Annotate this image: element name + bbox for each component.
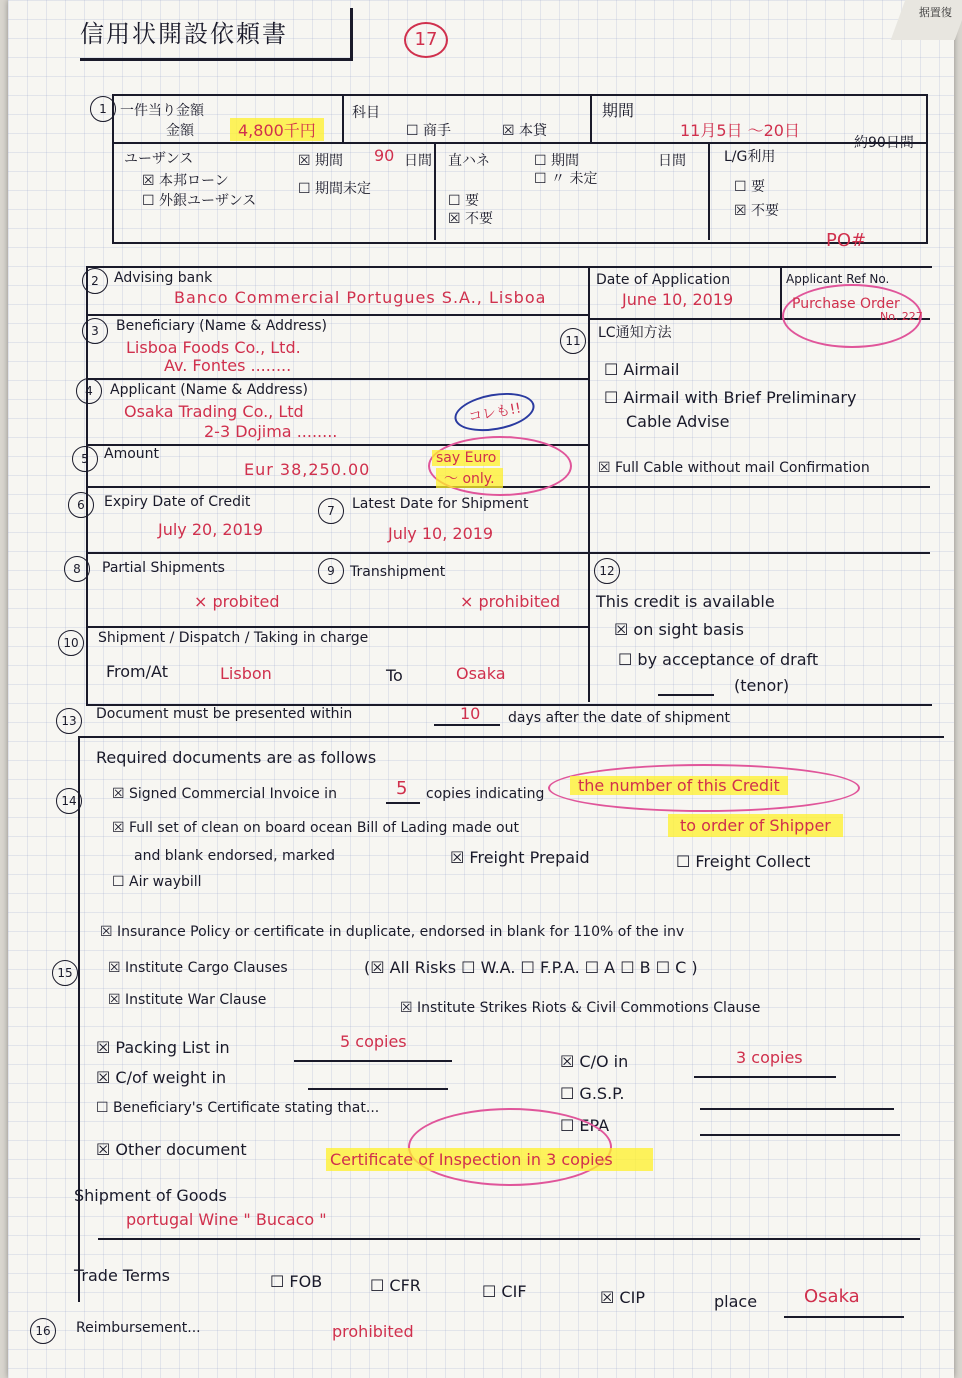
expiry-date-label: Expiry Date of Credit [104, 494, 251, 510]
packing-list: ☒ Packing List in [96, 1038, 230, 1057]
circle-num-12: 12 [594, 558, 620, 584]
circle-num-3: 3 [82, 318, 108, 344]
from-at-label: From/At [106, 662, 168, 681]
presentation-days: 10 [460, 704, 481, 723]
lc-airmail-brief: ☐ Airmail with Brief Preliminary [604, 388, 857, 407]
beneficiary-label: Beneficiary (Name & Address) [116, 318, 327, 334]
section1-box [112, 94, 928, 244]
lg-label: L/G利用 [724, 149, 776, 165]
lc-airmail: ☐ Airmail [604, 360, 680, 379]
circle-num-7: 7 [318, 498, 344, 524]
reimbursement-value: prohibited [332, 1322, 414, 1341]
place-value: Osaka [804, 1286, 860, 1307]
circle-num-14: 14 [56, 788, 82, 814]
amount-note-2: 〜 only. [436, 468, 503, 488]
applicant-ref-value-2: No. 227 [880, 310, 923, 323]
period-days: 約90日間 [854, 135, 914, 151]
gsp: ☐ G.S.P. [560, 1084, 625, 1103]
expiry-date-value: July 20, 2019 [158, 520, 264, 539]
direct-opt-need: ☐ 要 [448, 193, 480, 209]
commercial-invoice-text: ☒ Signed Commercial Invoice in [112, 786, 337, 802]
epa: ☐ EPA [560, 1116, 610, 1135]
air-waybill: ☐ Air waybill [112, 874, 202, 890]
period2-undecided: ☐ 〃 未定 [534, 171, 598, 187]
term-opt-period: ☒ 期間 [298, 153, 344, 169]
applicant-value-1: Osaka Trading Co., Ltd [124, 402, 304, 421]
amount-label-1: 一件当り金額 [120, 103, 204, 119]
bill-of-lading-text-2: and blank endorsed, marked [134, 848, 336, 864]
lc-advice-label: LC通知方法 [598, 325, 672, 341]
war-clause: ☒ Institute War Clause [108, 992, 267, 1008]
period2-unit: 日間 [658, 153, 686, 169]
term-opt-undecided: ☐ 期間未定 [298, 181, 372, 197]
subject-label: 科目 [352, 105, 380, 121]
partial-shipments-value: × probited [194, 592, 280, 611]
lc-full-cable: ☒ Full Cable without mail Confirmation [598, 460, 870, 476]
other-document: ☒ Other document [96, 1140, 247, 1159]
goods-label: Shipment of Goods [74, 1186, 227, 1205]
usance-label: ユーザンス [124, 151, 194, 167]
presentation-text-2: days after the date of shipment [508, 710, 731, 726]
lc-airmail-brief-2: Cable Advise [626, 412, 730, 431]
direct-opt-noneed: ☒ 不要 [448, 211, 494, 227]
date-application-value: June 10, 2019 [622, 290, 734, 309]
goods-value: portugal Wine " Bucaco " [126, 1210, 327, 1229]
circle-num-4: 4 [76, 378, 102, 404]
bill-of-lading-text: ☒ Full set of clean on board ocean Bill of Lading made out [112, 820, 519, 836]
reimbursement-label: Reimbursement... [76, 1320, 201, 1336]
insurance-text: ☒ Insurance Policy or certificate in duplicate, endorsed in blank for 110% of the inv [100, 924, 685, 940]
circle-num-13: 13 [56, 708, 82, 734]
freight-prepaid: ☒ Freight Prepaid [450, 848, 590, 867]
circle-num-9: 9 [318, 558, 344, 584]
lg-opt-noneed: ☒ 不要 [734, 203, 780, 219]
applicant-value-2: 2-3 Dojima ........ [204, 422, 338, 441]
certificate-of-origin: ☒ C/O in [560, 1052, 629, 1071]
amount-label-2: 金額 [166, 123, 194, 139]
applicant-note: コレも!! [451, 387, 537, 437]
circle-num-11: 11 [560, 328, 586, 354]
circle-num-5: 5 [72, 446, 98, 472]
period-label: 期間 [602, 101, 635, 120]
latest-shipment-label: Latest Date for Shipment [352, 496, 529, 512]
partial-shipments-label: Partial Shipments [102, 560, 225, 576]
term-days: 90 [374, 146, 395, 165]
usance-opt-foreign: ☐ 外銀ユーザンス [142, 193, 257, 209]
page-title: 信用状開設依頼書 [80, 20, 288, 48]
beneficiary-value-1: Lisboa Foods Co., Ltd. [126, 338, 301, 357]
credit-available-label: This credit is available [596, 592, 775, 611]
certificate-of-origin-copies: 3 copies [736, 1048, 803, 1067]
circle-num-10: 10 [58, 630, 84, 656]
bill-of-lading-note: to order of Shipper [668, 814, 843, 837]
amount-eur-value: Eur 38,250.00 [244, 460, 371, 479]
credit-on-sight: ☒ on sight basis [614, 620, 744, 639]
transhipment-value: × prohibited [460, 592, 561, 611]
packing-list-copies: 5 copies [340, 1032, 407, 1051]
notebook-page [8, 0, 954, 1378]
commercial-invoice-note: the number of this Credit [570, 776, 788, 795]
to-value: Osaka [456, 664, 506, 683]
other-doc-oval [408, 1108, 612, 1186]
strikes-clause: ☒ Institute Strikes Riots & Civil Commotions Clause [400, 1000, 761, 1016]
trade-fob: ☐ FOB [270, 1272, 323, 1291]
commercial-invoice-copies: 5 [396, 778, 408, 799]
section1-divider [112, 142, 926, 144]
amount-value: 4,800千円 [230, 118, 324, 141]
place-label: place [714, 1292, 758, 1311]
shipment-dispatch-label: Shipment / Dispatch / Taking in charge [98, 630, 369, 646]
circle-num-1: 1 [90, 96, 116, 122]
term-unit: 日間 [404, 153, 432, 169]
circle-num-2: 2 [82, 268, 108, 294]
cargo-clauses-options: (☒ All Risks ☐ W.A. ☐ F.P.A. ☐ A ☐ B ☐ C ) [364, 958, 698, 977]
credit-by-acceptance: ☐ by acceptance of draft [618, 650, 819, 669]
certificate-of-weight: ☒ C/of weight in [96, 1068, 227, 1087]
cargo-clauses: ☒ Institute Cargo Clauses [108, 960, 288, 976]
period2-opt: ☐ 期間 [534, 153, 580, 169]
lg-opt-need: ☐ 要 [734, 179, 766, 195]
transhipment-label: Transhipment [350, 564, 446, 580]
from-at-value: Lisbon [220, 664, 272, 683]
to-label: To [386, 666, 403, 685]
applicant-ref-value-1: Purchase Order [792, 296, 900, 312]
other-document-value: Certificate of Inspection in 3 copies [326, 1148, 653, 1171]
date-application-label: Date of Application [596, 272, 731, 288]
circle-num-15: 15 [52, 960, 78, 986]
trade-cif: ☐ CIF [482, 1282, 527, 1301]
subject-opt-bill: ☐ 商手 [406, 123, 452, 139]
corner-text: 据置復 [918, 6, 952, 19]
circle-num-8: 8 [64, 556, 90, 582]
usance-opt-domestic: ☒ 本邦ローン [142, 173, 229, 189]
freight-collect: ☐ Freight Collect [676, 852, 811, 871]
credit-tenor: (tenor) [734, 676, 790, 695]
advising-bank-value: Banco Commercial Portugues S.A., Lisboa [174, 288, 547, 307]
commercial-invoice-text-2: copies indicating [426, 786, 545, 802]
required-docs-heading: Required documents are as follows [96, 748, 377, 767]
direct-label: 直ハネ [448, 153, 490, 169]
po-note: PO# [826, 230, 867, 251]
applicant-ref-label: Applicant Ref No. [786, 272, 890, 286]
amount-note-1: say Euro [432, 450, 500, 466]
subject-opt-loan: ☒ 本貸 [502, 123, 548, 139]
trade-cip: ☒ CIP [600, 1288, 645, 1307]
circle-num-16: 16 [30, 1318, 56, 1344]
presentation-text-1: Document must be presented within [96, 706, 353, 722]
circle-num-6: 6 [68, 492, 94, 518]
page-number: 17 [404, 22, 448, 58]
beneficiary-value-2: Av. Fontes ........ [164, 356, 292, 375]
trade-terms-label: Trade Terms [74, 1266, 171, 1285]
amount-label: Amount [104, 446, 160, 462]
applicant-label: Applicant (Name & Address) [110, 382, 309, 398]
trade-cfr: ☐ CFR [370, 1276, 421, 1295]
latest-shipment-value: July 10, 2019 [388, 524, 494, 543]
beneficiary-certificate: ☐ Beneficiary's Certificate stating that... [96, 1100, 380, 1116]
period-value: 11月5日 〜20日 [680, 121, 800, 140]
advising-bank-label: Advising bank [114, 270, 213, 286]
